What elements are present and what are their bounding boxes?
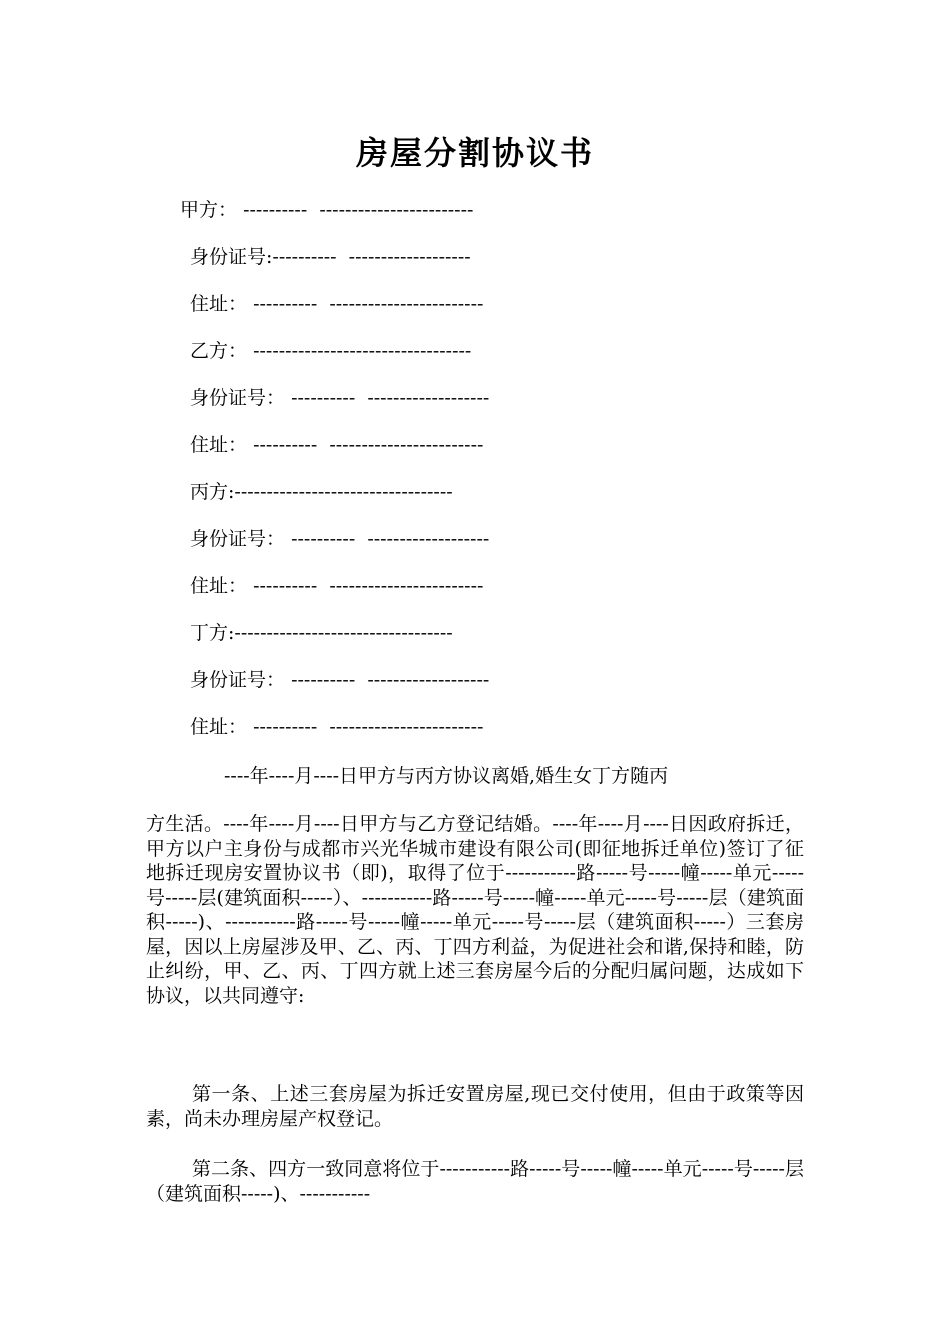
document-title: 房屋分割协议书 [355,134,594,172]
party-a-address-blank: ---------- ------------------------ [253,293,484,315]
party-d-label: 丁方: [190,622,235,644]
party-c-blank: ---------------------------------- [234,481,453,503]
party-a-field [180,198,473,222]
party-b-id-blank: ---------- ------------------- [291,387,490,409]
party-b-label: 乙方： [190,340,248,362]
body-paragraph: 方生活。----年----月----日甲方与乙方登记结婚。----年----月----日因政府拆迁，甲方以户主身份与成都市兴光华城市建设有限公司(即征地拆迁单位)签订了征地拆迁现房安置协议书（即)，取得了位于-----------路-----号-----幢-----单元-----号-----层(建筑面积-----）、-----------路-----号-----幢-----单元-----号-----层（建筑面积-----)、-----------路-----号-----幢-----单元-----号-----层（建筑面积-----）三套房屋，因以上房屋涉及甲、乙、丙、丁四方利益，为促进社会和谐,保持和睦，防止纠纷，甲、乙、丙、丁四方就上述三套房屋今后的分配归属问题，达成如下协议，以共同遵守: [146,813,804,1007]
article-2: 第二条、四方一致同意将位于-----------路-----号-----幢-----单元-----号-----层（建筑面积-----)、----------- [146,1158,804,1205]
party-b-field [190,339,471,363]
party-d-field [190,621,453,645]
party-c-id-label: 身份证号： [190,528,286,550]
party-c-address-blank: ---------- ------------------------ [253,575,484,597]
article-1: 第一条、上述三套房屋为拆迁安置房屋,现已交付使用，但由于政策等因素，尚未办理房屋产权登记。 [146,1083,804,1130]
party-b-address-blank: ---------- ------------------------ [253,434,484,456]
party-a-address-field [190,292,483,316]
party-c-id-blank: ---------- ------------------- [291,528,490,550]
party-c-field [190,480,453,504]
party-b-id-label: 身份证号： [190,387,286,409]
party-d-address-blank: ---------- ------------------------ [253,716,484,738]
party-d-address-field [190,715,483,739]
party-c-id-field [190,527,489,551]
party-c-address-label: 住址： [190,575,248,597]
party-d-id-field [190,668,489,692]
party-a-id-field [190,245,471,269]
party-a-address-label: 住址： [190,293,248,315]
party-c-label: 丙方: [190,481,235,503]
party-d-id-blank: ---------- ------------------- [291,669,490,691]
party-a-id-label: 身份证号: [190,246,273,268]
party-b-blank: ---------------------------------- [253,340,472,362]
intro-line: ----年----月----日甲方与丙方协议离婚,婚生女丁方随丙 [224,765,669,787]
party-a-id-blank: ---------- ------------------- [272,246,471,268]
party-d-address-label: 住址： [190,716,248,738]
party-a-blank: ---------- ------------------------ [243,199,474,221]
party-b-address-label: 住址： [190,434,248,456]
party-c-address-field [190,574,483,598]
party-b-id-field [190,386,489,410]
party-b-address-field [190,433,483,457]
party-d-id-label: 身份证号： [190,669,286,691]
party-a-label: 甲方： [180,199,238,221]
party-d-blank: ---------------------------------- [234,622,453,644]
